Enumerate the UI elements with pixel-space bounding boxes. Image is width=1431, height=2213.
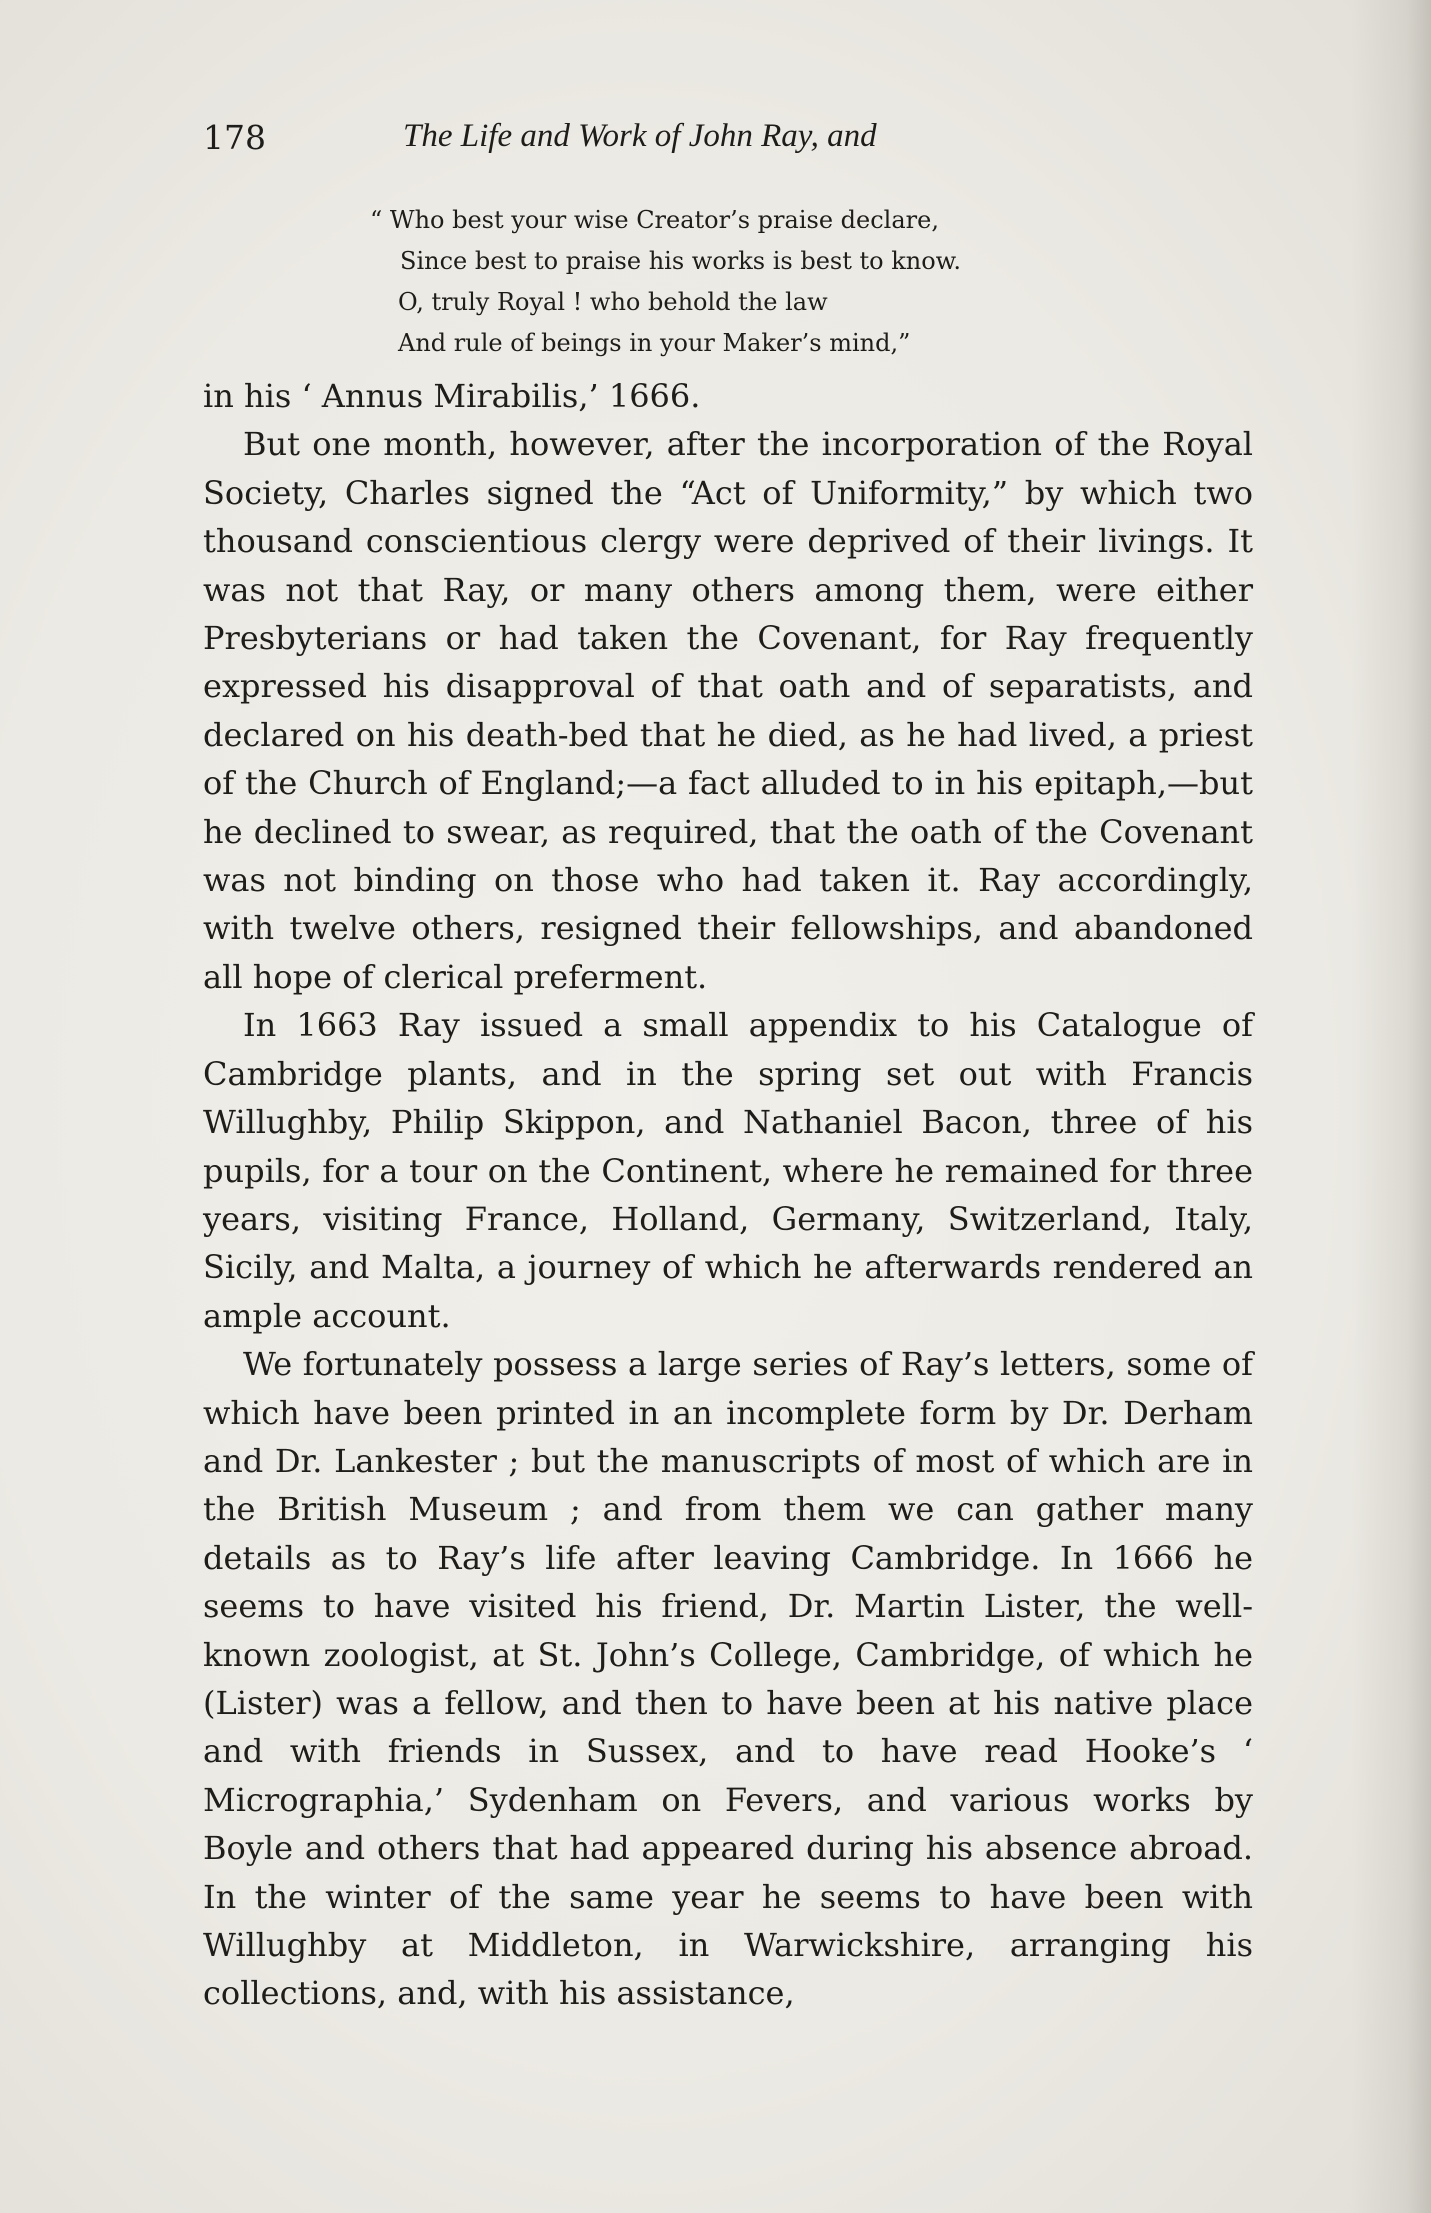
paragraph-continuation: in his ‘ Annus Mirabilis,’ 1666. [203,377,701,415]
paragraph: But one month, however, after the incorporation of the Royal Society, Charles signed the “Act of Uniformity,” by which two thousand conscientious clergy were deprived of their livings. It was not that Ray, or many others among them, were either Presbyterians or had taken the Covenant, for Ray frequently expressed his disapproval of that oath and of separatists, and declared on his death-bed that he died, as he had lived, a priest of the Church of England;—a fact alluded to in his epitaph,—but he declined to swear, as required, that the oath of the Covenant was not binding on those who had taken it. Ray accordingly, with twelve others, resigned their fellowships, and abandoned all hope of clerical preferment. [203,425,1253,996]
verse-line: Since best to praise his works is best to know. [400,247,961,275]
running-head-title: The Life and Work of John Ray, and [403,118,877,154]
body-text [203,372,1253,2018]
page-number: 178 [203,118,266,157]
paragraph: We fortunately possess a large series of Ray’s letters, some of which have been printed in an incomplete form by Dr. Derham and Dr. Lankester ; but the manuscripts of most of which are in the British Museum ; and from them we can gather many details as to Ray’s life after leaving Cambridge. In 1666 he seems to have visited his friend, Dr. Martin Lister, the well-known zoologist, at St. John’s College, Cambridge, of which he (Lister) was a fellow, and then to have been at his native place and with friends in Sussex, and to have read Hooke’s ‘ Micrographia,’ Sydenham on Fevers, and various works by Boyle and others that had appeared during his absence abroad. In the winter of the same year he seems to have been with Willughby at Middleton, in Warwickshire, arranging his collections, and, with his assistance, [203,1345,1253,2013]
verse-line: O, truly Royal ! who behold the law [398,288,828,316]
paragraph: In 1663 Ray issued a small appendix to his Catalogue of Cambridge plants, and in the spring set out with Francis Willughby, Philip Skippon, and Nathaniel Bacon, three of his pupils, for a tour on the Continent, where he remained for three years, visiting France, Holland, Germany, Switzerland, Italy, Sicily, and Malta, a journey of which he afterwards rendered an ample account. [203,1006,1253,1335]
page-edge-shadow [1351,0,1431,2213]
verse-quotation [370,200,1170,364]
verse-line: “ Who best your wise Creator’s praise declare, [370,206,939,234]
running-head [203,118,1253,168]
verse-line: And rule of beings in your Maker’s mind,” [398,329,911,357]
